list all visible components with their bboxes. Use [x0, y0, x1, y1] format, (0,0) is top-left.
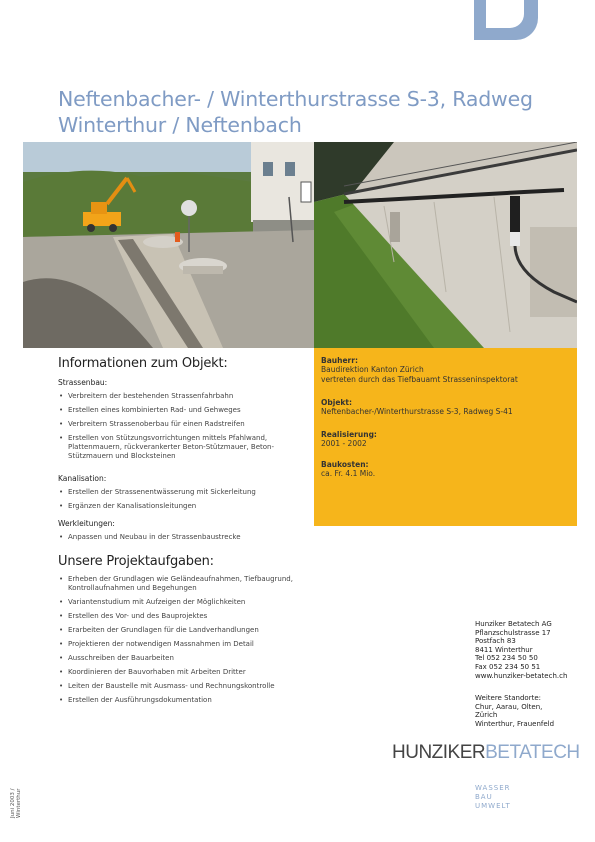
list-item: • Anpassen und Neubau in der Strassenbaustrecke — [58, 533, 308, 542]
company-logo-mark — [474, 0, 538, 40]
company-address — [475, 620, 585, 680]
group-title-roads: Strassenbau: — [58, 378, 108, 387]
list-item: • Erheben der Grundlagen wie Geländeaufnahmen, Tiefbaugrund, Kontrollaufnahmen und Begehungen — [58, 575, 308, 593]
object-label: Objekt: — [321, 398, 352, 407]
client-block — [321, 356, 571, 385]
project-facts-box — [314, 348, 577, 526]
brand-wordmark — [392, 742, 580, 764]
brand-tagline — [475, 784, 511, 811]
side-note: Juni 2003 / Winterthur — [10, 788, 22, 818]
branch-locations — [475, 694, 585, 728]
client-subvalue: vertreten durch das Tiefbauamt Strasseninspektorat — [321, 375, 518, 384]
tagline-word: WASSER — [475, 784, 511, 792]
group-title-sewer: Kanalisation: — [58, 474, 107, 483]
construction-site-illustration — [23, 142, 314, 348]
realisation-label: Realisierung: — [321, 430, 377, 439]
utilities-list — [58, 533, 308, 547]
branches-title: Weitere Standorte: — [475, 694, 541, 702]
page-title — [58, 86, 578, 138]
list-item: • Ausschreiben der Bauarbeiten — [58, 654, 308, 663]
tasks-heading: Unsere Projektaufgaben: — [58, 554, 214, 569]
list-item: • Erstellen eines kombinierten Rad- und Gehweges — [58, 406, 308, 415]
phone-line: Tel 052 234 50 50 — [475, 654, 538, 663]
retaining-wall-photo — [314, 142, 577, 348]
address-line: Postfach 83 — [475, 637, 516, 646]
costs-label: Baukosten: — [321, 460, 369, 469]
costs-block — [321, 460, 571, 479]
group-title-utilities: Werkleitungen: — [58, 519, 115, 528]
website-link[interactable]: www.hunziker-betatech.ch — [475, 671, 568, 680]
list-item: • Erstellen des Vor- und des Bauprojektes — [58, 612, 308, 621]
client-value: Baudirektion Kanton Zürich — [321, 365, 424, 374]
branch-line: Chur, Aarau, Olten, — [475, 702, 543, 711]
list-item: • Erstellen der Ausführungsdokumentation — [58, 696, 308, 705]
list-item: • Verbreitern der bestehenden Strassenfahrbahn — [58, 392, 308, 401]
fax-line: Fax 052 234 50 51 — [475, 662, 541, 671]
realisation-value: 2001 - 2002 — [321, 439, 367, 448]
branch-line: Zürich — [475, 711, 498, 720]
address-line: 8411 Winterthur — [475, 645, 533, 654]
sewer-list — [58, 488, 308, 516]
realisation-block — [321, 430, 571, 449]
list-item: • Projektieren der notwendigen Massnahmen im Detail — [58, 640, 308, 649]
tagline-word: UMWELT — [475, 802, 511, 810]
list-item: • Leiten der Baustelle mit Ausmass- und Rechnungskontrolle — [58, 682, 308, 691]
address-line: Pflanzschulstrasse 17 — [475, 628, 551, 637]
list-item: • Erarbeiten der Grundlagen für die Landverhandlungen — [58, 626, 308, 635]
list-item: • Ergänzen der Kanalisationsleitungen — [58, 502, 308, 511]
title-line-2: Winterthur / Neftenbach — [58, 113, 302, 137]
object-block — [321, 398, 571, 417]
tagline-word: BAU — [475, 793, 493, 801]
company-name: Hunziker Betatech AG — [475, 620, 552, 628]
tasks-list — [58, 575, 308, 710]
list-item: • Koordinieren der Bauvorhaben mit Arbeiten Dritter — [58, 668, 308, 677]
object-value: Neftenbacher-/Winterthurstrasse S-3, Radweg S-41 — [321, 407, 513, 416]
brand-name-part1: HUNZIKER — [392, 742, 486, 763]
client-label: Bauherr: — [321, 356, 358, 365]
list-item: • Verbreitern Strassenoberbau für einen Radstreifen — [58, 420, 308, 429]
brand-name-part2: BETATECH — [485, 742, 580, 763]
retaining-wall-illustration — [314, 142, 577, 348]
costs-value: ca. Fr. 4.1 Mio. — [321, 469, 376, 478]
branch-line: Winterthur, Frauenfeld — [475, 719, 555, 728]
roads-list — [58, 392, 308, 466]
info-heading: Informationen zum Objekt: — [58, 356, 228, 371]
construction-site-photo — [23, 142, 314, 348]
list-item: • Erstellen von Stützungsvorrichtungen mittels Pfahlwand, Plattenmauern, rückverankerter Beton-Stützmauer, Beton-Stützmauern und Blocksteinen — [58, 434, 308, 461]
list-item: • Variantenstudium mit Aufzeigen der Möglichkeiten — [58, 598, 308, 607]
title-line-1: Neftenbacher- / Winterthurstrasse S-3, Radweg — [58, 87, 533, 111]
list-item: • Erstellen der Strassenentwässerung mit Sickerleitung — [58, 488, 308, 497]
